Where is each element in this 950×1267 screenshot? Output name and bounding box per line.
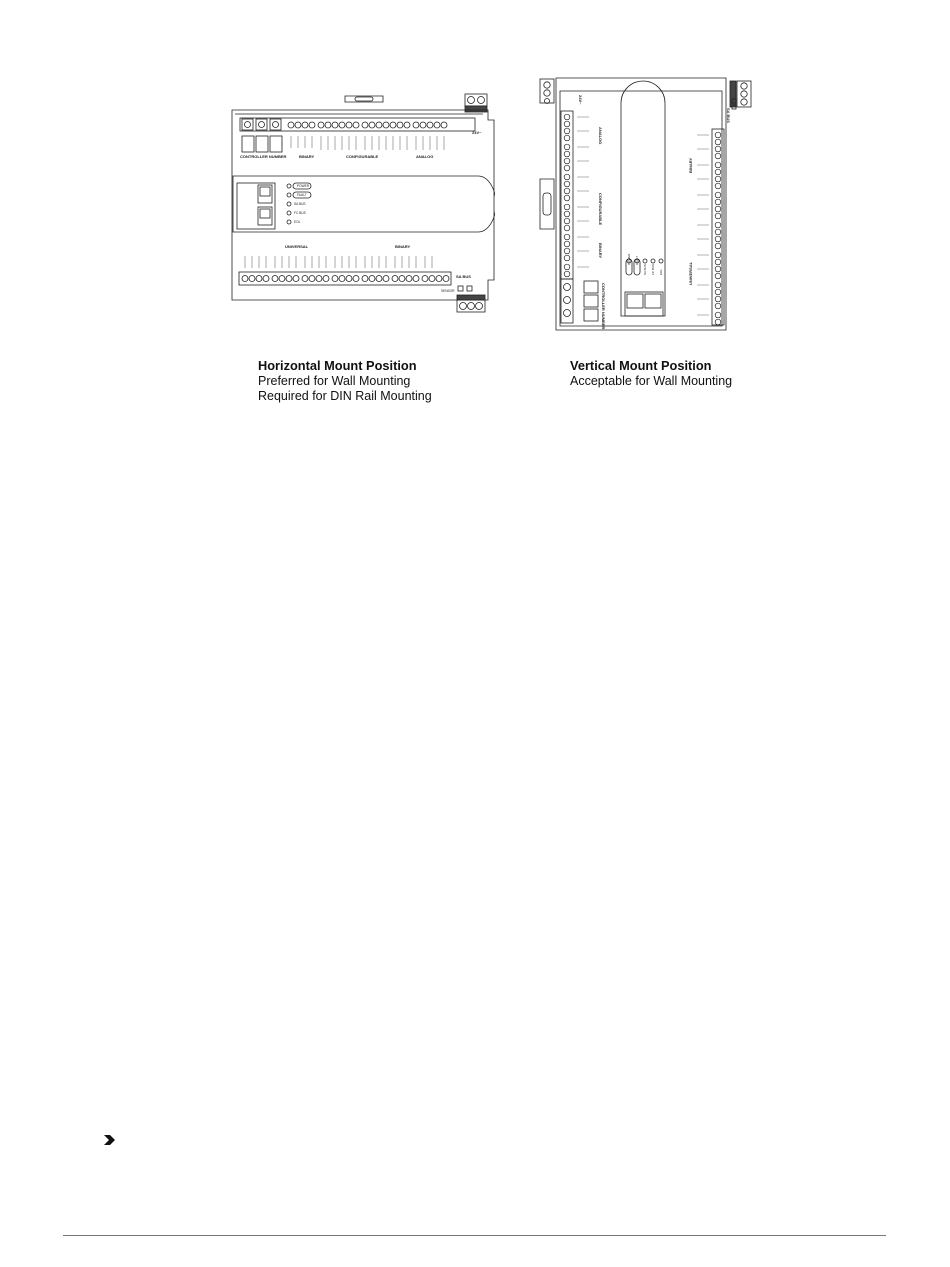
v-led-sabus: SA BUS: [643, 264, 647, 275]
v-led-fcbus: FC BUS: [651, 263, 655, 275]
h-led-power: POWER: [297, 184, 310, 188]
h-led-eol: EOL: [294, 220, 301, 224]
h-configurable-label: CONFIGURABLE: [346, 154, 379, 159]
v-sabus-label: SA BUS: [726, 108, 731, 123]
v-analog-label: ANALOG: [598, 127, 603, 145]
v-binary-left-label: BINARY: [598, 243, 603, 259]
vertical-caption-line1: Acceptable for Wall Mounting: [570, 373, 733, 388]
v-24vac-label: 24V~: [578, 95, 583, 105]
v-binary-right-label: BINARY: [688, 157, 693, 173]
h-controller-number-label: CONTROLLER NUMBER: [240, 154, 287, 159]
h-binary-top-label: BINARY: [299, 154, 315, 159]
v-configurable-label: CONFIGURABLE: [598, 193, 603, 226]
vertical-caption: [570, 358, 732, 389]
v-controller-number-label: CONTROLLER NUMBER: [601, 283, 606, 330]
h-led-sabus: SA BUS: [294, 202, 306, 206]
v-led-power: POWER: [627, 253, 631, 265]
footer-rule: [63, 1235, 886, 1236]
horizontal-caption-line1: Preferred for Wall Mounting: [258, 373, 411, 388]
h-sabus-label: SA BUS: [456, 274, 471, 279]
h-led-fcbus: FC BUS: [294, 211, 306, 215]
h-24vac-label: 24V~: [472, 130, 482, 135]
vertical-controller-drawing: [537, 75, 757, 337]
h-binary-bottom-label: BINARY: [395, 244, 411, 249]
h-universal-label: UNIVERSAL: [285, 244, 309, 249]
h-analog-label: ANALOG: [416, 154, 434, 159]
vertical-caption-title: Vertical Mount Position: [570, 358, 712, 373]
horizontal-controller-drawing: [225, 88, 495, 320]
v-led-fault: FAULT: [635, 255, 639, 265]
horizontal-caption-title: Horizontal Mount Position: [258, 358, 417, 373]
chevron-right-icon: [102, 1133, 116, 1147]
h-led-fault: FAULT: [297, 193, 307, 197]
horizontal-mount-figure: [225, 88, 495, 320]
horizontal-caption-line2: Required for DIN Rail Mounting: [258, 389, 432, 403]
horizontal-caption: [258, 358, 432, 405]
v-led-eol: EOL: [659, 268, 663, 275]
vertical-mount-figure: [537, 75, 757, 337]
v-universal-label: UNIVERSAL: [688, 261, 693, 285]
h-sensor-label: SENSOR: [441, 289, 455, 293]
